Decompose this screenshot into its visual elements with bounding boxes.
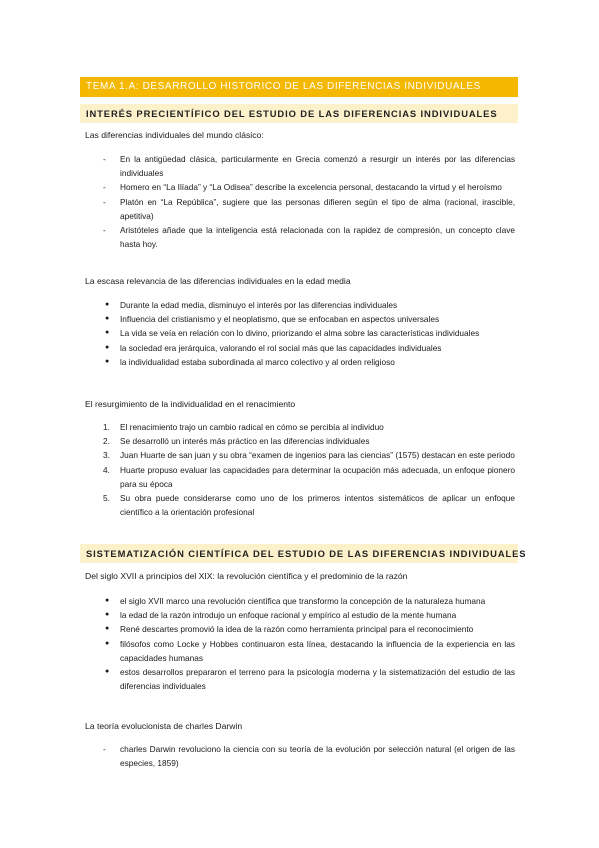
document-title: TEMA 1.A: DESARROLLO HISTORICO DE LAS DIFERENCIAS INDIVIDUALES: [80, 77, 518, 97]
bullet-marker: ●: [105, 329, 110, 337]
list-item: 4. Huarte propuso evaluar las capacidades para determinar la ocupación más adecuada, un enfoque pionero para su época: [103, 464, 515, 489]
list-item: ● la sociedad era jerárquica, valorando el rol social más que las capacidades individuales: [85, 341, 515, 355]
list-item: ● Influencia del cristianismo y el neoplatismo, que se enfocaban en aspectos universales: [85, 312, 515, 326]
bullet-marker: ●: [105, 357, 110, 365]
list-renacimiento: [85, 420, 515, 519]
number-marker: 3.: [103, 450, 110, 461]
bullet-marker: ●: [105, 625, 110, 633]
dash-marker: -: [103, 196, 106, 207]
bullet-marker: ●: [105, 343, 110, 351]
dash-marker: -: [103, 182, 106, 193]
list-item: ● Durante la edad media, disminuyo el interés por las diferencias individuales: [85, 298, 515, 312]
list-darwin: [85, 742, 515, 770]
list-item: ● la individualidad estaba subordinada al marco colectivo y al orden religioso: [85, 355, 515, 369]
bullet-marker: ●: [105, 315, 110, 323]
bullet-marker: ●: [105, 597, 110, 604]
dash-marker: -: [103, 225, 106, 236]
section-heading-precientifico: INTERÉS PRECIENTÍFICO DEL ESTUDIO DE LAS DIFERENCIAS INDIVIDUALES: [80, 104, 518, 123]
subsection-intro-revolucion: Del siglo XVII a principios del XIX: la revolución científica y el predominio de la razón: [85, 571, 408, 581]
list-item: ● filósofos como Locke y Hobbes continuaron esta línea, destacando la influencia de la experiencia en las capacidades humanas: [105, 638, 515, 663]
list-item: - En la antigüedad clásica, particularmente en Grecia comenzó a resurgir un interés por las diferencias individuales: [103, 154, 515, 179]
list-item: ● el siglo XVII marco una revolución científica que transformo la concepción de la naturaleza humana: [85, 594, 515, 608]
list-item: ● La vida se veía en relación con lo divino, priorizando el alma sobre las características individuales: [85, 326, 515, 340]
bullet-marker: ●: [105, 668, 110, 676]
list-item: - charles Darwin revoluciono la ciencia con su teoría de la evolución por selección natural (el origen de las especies, 1859): [103, 744, 515, 769]
list-item: ● estos desarrollos prepararon el terreno para la psicología moderna y la sistematización del estudio de las diferencias individuales: [105, 667, 515, 692]
list-item: 2. Se desarrolló un interés más práctico en las diferencias individuales: [85, 434, 515, 448]
list-item: - Platón en “La República”, sugiere que las personas difieren según el tipo de alma (racional, irascible, apetitiva): [103, 196, 515, 221]
list-item: ● René descartes promovió la idea de la razón como herramienta principal para el reconocimiento: [85, 622, 515, 636]
dash-marker: -: [103, 744, 106, 754]
number-marker: 5.: [103, 493, 110, 504]
subsection-intro-edad-media: La escasa relevancia de las diferencias individuales en la edad media: [85, 276, 351, 286]
bullet-marker: ●: [105, 611, 110, 619]
list-edad-media: [85, 298, 515, 369]
list-item: 3. Juan Huarte de san juan y su obra “examen de ingenios para las ciencias” (1575) destacan en este periodo: [85, 448, 515, 462]
list-revolucion-cientifica: [85, 594, 515, 693]
subsection-intro-darwin: La teoría evolucionista de charles Darwin: [85, 721, 243, 731]
list-item: 1. El renacimiento trajo un cambio radical en cómo se percibía al individuo: [85, 420, 515, 434]
subsection-intro-clasico: Las diferencias individuales del mundo clásico:: [85, 130, 264, 140]
list-item: 5. Su obra puede considerarse como uno de los primeros intentos sistemáticos de aplicar un enfoque científico a la orientación profesional: [103, 493, 515, 518]
list-mundo-clasico: [85, 152, 515, 251]
number-marker: 2.: [103, 436, 110, 447]
number-marker: 4.: [103, 464, 110, 475]
list-item: - Homero en “La Ilíada” y “La Odisea” describe la excelencia personal, destacando la virtud y el heroísmo: [85, 180, 515, 194]
section-heading-sistematizacion: SISTEMATIZACIÓN CIENTÍFICA DEL ESTUDIO DE LAS DIFERENCIAS INDIVIDUALES: [80, 544, 518, 563]
subsection-intro-renacimiento: El resurgimiento de la individualidad en el renacimiento: [85, 399, 296, 409]
list-item: - Aristóteles añade que la inteligencia está relacionada con la rapidez de compresión, un concepto clave hasta hoy.: [103, 225, 515, 250]
bullet-marker: ●: [105, 639, 110, 647]
bullet-marker: ●: [105, 301, 110, 308]
number-marker: 1.: [103, 422, 110, 432]
dash-marker: -: [103, 154, 106, 164]
list-item: ● la edad de la razón introdujo un enfoque racional y empírico al estudio de la mente humana: [85, 608, 515, 622]
